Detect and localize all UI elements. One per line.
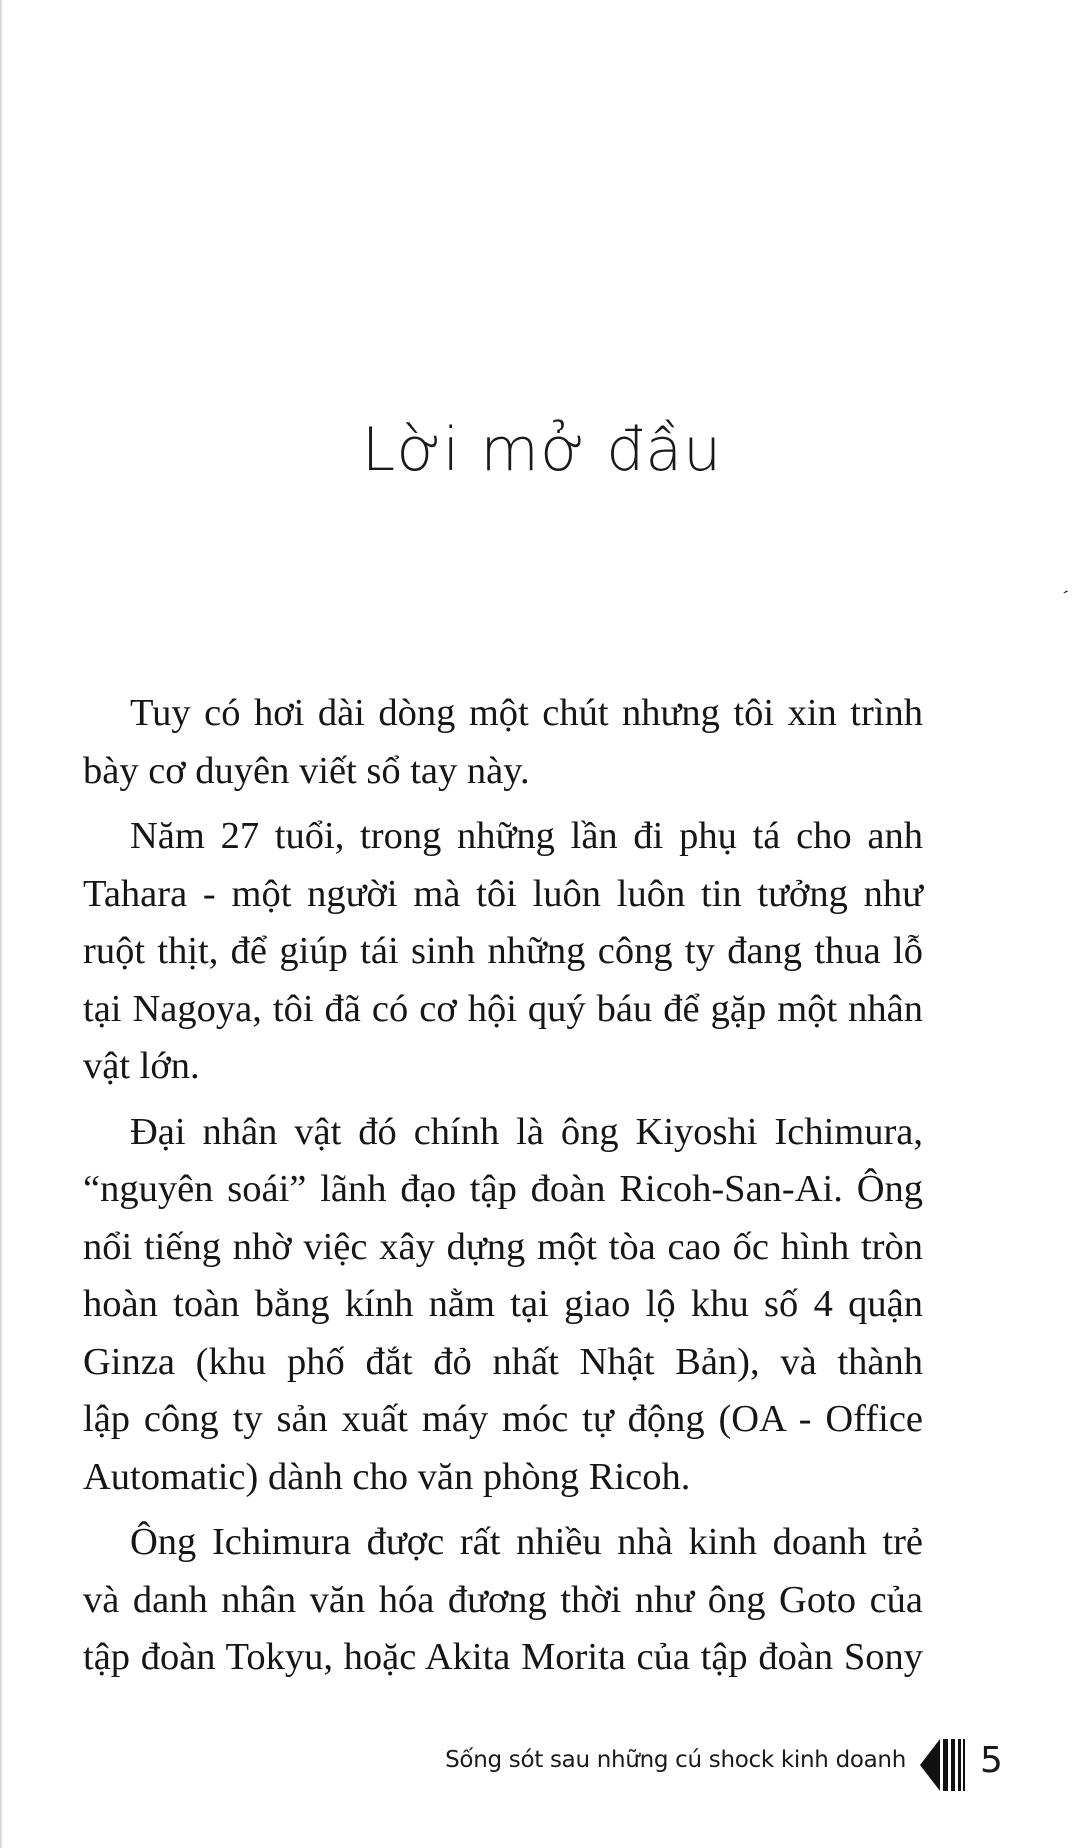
text-line: bày cơ duyên viết sổ tay này.: [83, 749, 530, 792]
text-line: tập đoàn Tokyu, hoặc Akita Morita của tập đoàn Sony: [83, 1636, 923, 1678]
chapter-title: Lời mở đầu: [361, 415, 723, 485]
page-number: 5: [980, 1740, 1003, 1781]
text-line: ruột thịt, để giúp tái sinh những công ty đang thua lỗ: [83, 930, 923, 972]
chapter-marker-icon: [918, 1735, 968, 1795]
text-line: tại Nagoya, tôi đã có cơ hội quý báu để gặp một nhân: [83, 987, 923, 1030]
text-line: lập công ty sản xuất máy móc tự động (OA - Office: [83, 1398, 923, 1440]
text-line: Năm 27 tuổi, trong những lần đi phụ tá cho anh: [130, 815, 923, 857]
stray-mark: ´: [1054, 587, 1071, 610]
text-line: vật lớn.: [83, 1045, 200, 1087]
text-line: Ginza (khu phố đắt đỏ nhất Nhật Bản), và thành: [83, 1340, 923, 1383]
page-edge-shadow: [0, 0, 3, 1848]
text-line: và danh nhân văn hóa đương thời như ông Goto của: [83, 1578, 923, 1621]
running-title: Sống sót sau những cú shock kinh doanh: [445, 1747, 906, 1773]
text-line: Đại nhân vật đó chính là ông Kiyoshi Ichimura,: [130, 1110, 923, 1153]
paragraph-2: [83, 808, 923, 1096]
text-line: Ông Ichimura được rất nhiều nhà kinh doanh trẻ: [130, 1521, 923, 1563]
paragraph-3: [83, 1104, 923, 1507]
text-line: hoàn toàn bằng kính nằm tại giao lộ khu số 4 quận: [83, 1283, 923, 1325]
text-line: Automatic) dành cho văn phòng Ricoh.: [83, 1455, 691, 1498]
page-footer: [0, 1735, 1084, 1795]
paragraph-4: [83, 1514, 923, 1687]
body-text: [83, 685, 923, 1695]
text-line: Tuy có hơi dài dòng một chút nhưng tôi xin trình: [130, 692, 923, 734]
text-line: “nguyên soái” lãnh đạo tập đoàn Ricoh-San-Ai. Ông: [83, 1168, 923, 1210]
text-line: Tahara - một người mà tôi luôn luôn tin tưởng như: [83, 872, 923, 915]
paragraph-1: [83, 685, 923, 800]
text-line: nổi tiếng nhờ việc xây dựng một tòa cao ốc hình tròn: [83, 1225, 923, 1268]
